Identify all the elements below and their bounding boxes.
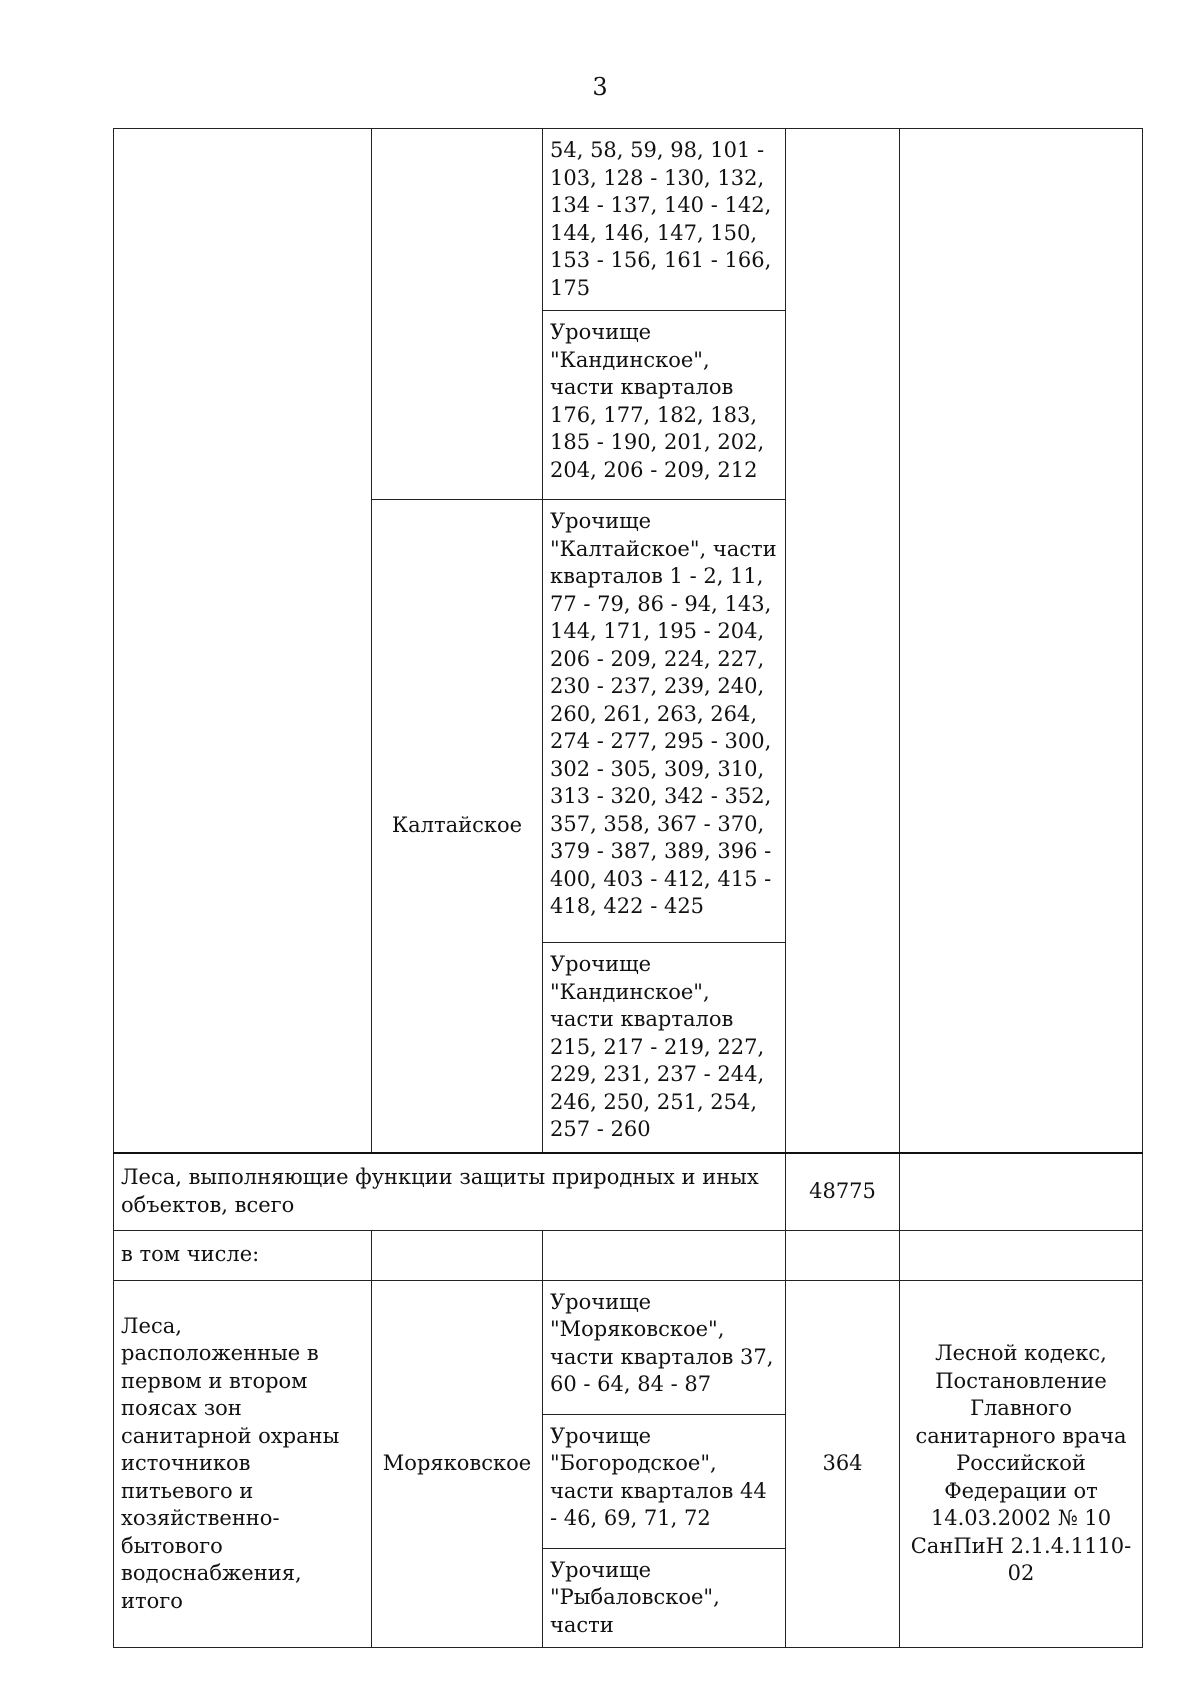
quarters-cell: Урочище "Рыбаловское", части — [543, 1548, 786, 1648]
category-cell — [114, 129, 372, 1153]
table-row — [114, 129, 1143, 311]
basis-cell: Лесной кодекс, Постановление Главного санитарного врача Российской Федерации от 14.03.2002 № 10 СанПиН 2.1.4.1110-02 — [900, 1280, 1143, 1648]
table-row — [114, 1280, 1143, 1414]
including-label: в том числе: — [114, 1230, 372, 1280]
quarters-cell: Урочище "Моряковское", части кварталов 37, 60 - 64, 84 - 87 — [543, 1280, 786, 1414]
area-cell — [786, 1230, 900, 1280]
quarters-cell: Урочище "Богородское", части кварталов 44 - 46, 69, 71, 72 — [543, 1414, 786, 1548]
area-cell: 48775 — [786, 1153, 900, 1231]
table-row — [114, 1230, 1143, 1280]
category-label: Леса, выполняющие функции защиты природных и иных объектов, всего — [114, 1153, 786, 1231]
quarters-cell: Урочище "Калтайское", части кварталов 1 - 2, 11, 77 - 79, 86 - 94, 143, 144, 171, 195 - 204, 206 - 209, 224, 227, 230 - 237, 239, 240, 260, 261, 263, 264, 274 - 277, 295 - 300, 302 - 305, 309, 310, 313 - 320, 342 - 352, 357, 358, 367 - 370, 379 - 387, 389, 396 - 400, 403 - 412, 415 - 418, 422 - 425 — [543, 500, 786, 943]
forestry-cell: Моряковское — [372, 1280, 543, 1648]
table-row — [114, 1153, 1143, 1231]
area-cell — [786, 129, 900, 1153]
forest-table — [113, 128, 1143, 1648]
basis-cell — [900, 1153, 1143, 1231]
page-number: 3 — [592, 73, 608, 101]
quarters-cell: Урочище "Кандинское", части кварталов 215, 217 - 219, 227, 229, 231, 237 - 244, 246, 250, 251, 254, 257 - 260 — [543, 943, 786, 1153]
area-cell: 364 — [786, 1280, 900, 1648]
category-cell: Леса, расположенные в первом и втором поясах зон санитарной охраны источников питьевого и хозяйственно-бытового водоснабжения, итого — [114, 1280, 372, 1648]
forestry-cell — [372, 129, 543, 500]
basis-cell — [900, 129, 1143, 1153]
quarters-cell: 54, 58, 59, 98, 101 - 103, 128 - 130, 132, 134 - 137, 140 - 142, 144, 146, 147, 150, 153 - 156, 161 - 166, 175 — [543, 129, 786, 311]
quarters-cell — [543, 1230, 786, 1280]
forestry-cell: Калтайское — [372, 500, 543, 1153]
forestry-cell — [372, 1230, 543, 1280]
basis-cell — [900, 1230, 1143, 1280]
quarters-cell: Урочище "Кандинское", части кварталов 176, 177, 182, 183, 185 - 190, 201, 202, 204, 206 - 209, 212 — [543, 311, 786, 500]
